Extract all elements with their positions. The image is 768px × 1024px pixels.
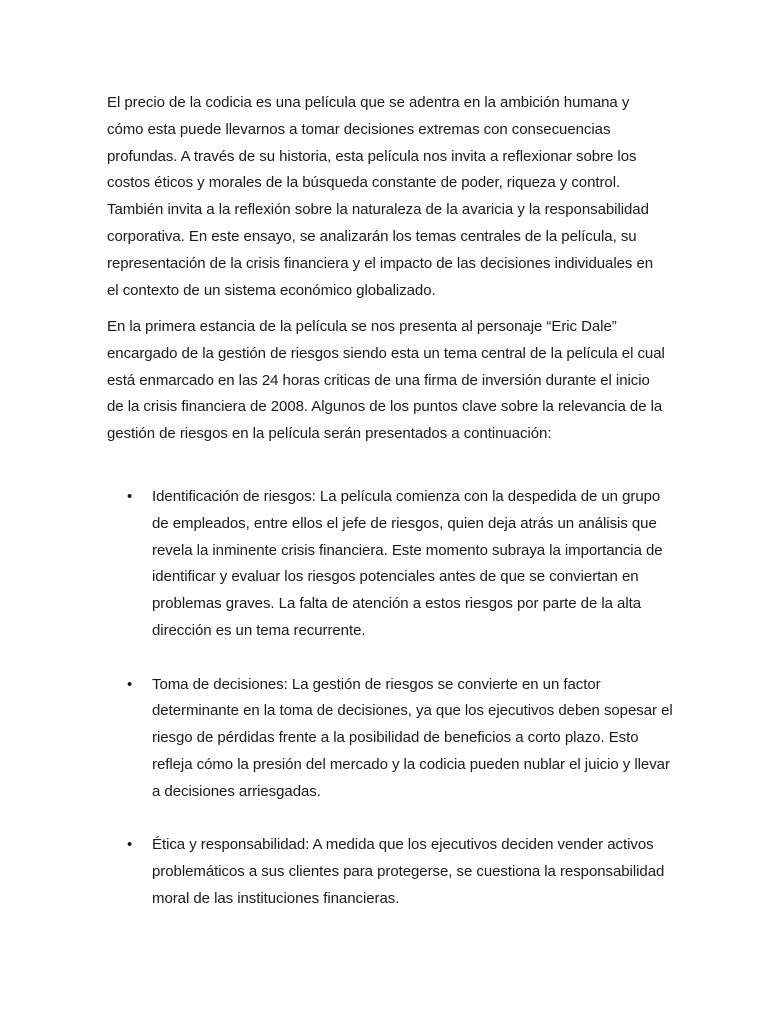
bullet-icon: •: [127, 836, 133, 854]
list-item-text: Toma de decisiones: La gestión de riesgos se convierte en un factor determinante en la toma de decisiones, ya que los ejecutivos deben sopesar el riesgo de pérdidas frente a la posibilidad de beneficios a corto plazo. Esto refleja cómo la presión del mercado y la codicia pueden nublar el juicio y llevar a decisiones arriesgadas.: [152, 675, 673, 800]
list-item-text: Ética y responsabilidad: A medida que los ejecutivos deciden vender activos problemáticos a sus clientes para protegerse, se cuestiona la responsabilidad moral de las instituciones financieras.: [152, 836, 665, 907]
list-item-ethics-responsibility: [107, 832, 677, 912]
intro-paragraph: El precio de la codicia es una película que se adentra en la ambición humana y cómo esta puede llevarnos a tomar decisiones extremas con consecuencias profundas. A través de su historia, esta película nos invita a reflexionar sobre los costos éticos y morales de la búsqueda constante de poder, riqueza y control. También invita a la reflexión sobre la naturaleza de la avaricia y la responsabilidad corporativa. En este ensayo, se analizarán los temas centrales de la película, su representación de la crisis financiera y el impacto de las decisiones individuales en el contexto de un sistema económico globalizado.: [107, 94, 654, 299]
list-item-text: Identificación de riesgos: La película comienza con la despedida de un grupo de empleados, entre ellos el jefe de riesgos, quien deja atrás un análisis que revela la inminente crisis financiera. Este momento subraya la importancia de identificar y evaluar los riesgos potenciales antes de que se conviertan en problemas graves. La falta de atención a estos riesgos por parte de la alta dirección es un tema recurrente.: [152, 488, 663, 639]
list-item-risk-identification: [107, 484, 677, 645]
bullet-icon: •: [127, 488, 133, 505]
risk-management-paragraph: En la primera estancia de la película se nos presenta al personaje “Eric Dale” encargado de la gestión de riesgos siendo esta un tema central de la película el cual está enmarcado en las 24 horas criticas de una firma de inversión durante el inicio de la crisis financiera de 2008. Algunos de los puntos clave sobre la relevancia de la gestión de riesgos en la película serán presentados a continuación:: [107, 318, 665, 443]
bullet-icon: •: [127, 675, 133, 693]
list-item-decision-making: [107, 672, 677, 806]
key-points-list: [107, 484, 677, 913]
